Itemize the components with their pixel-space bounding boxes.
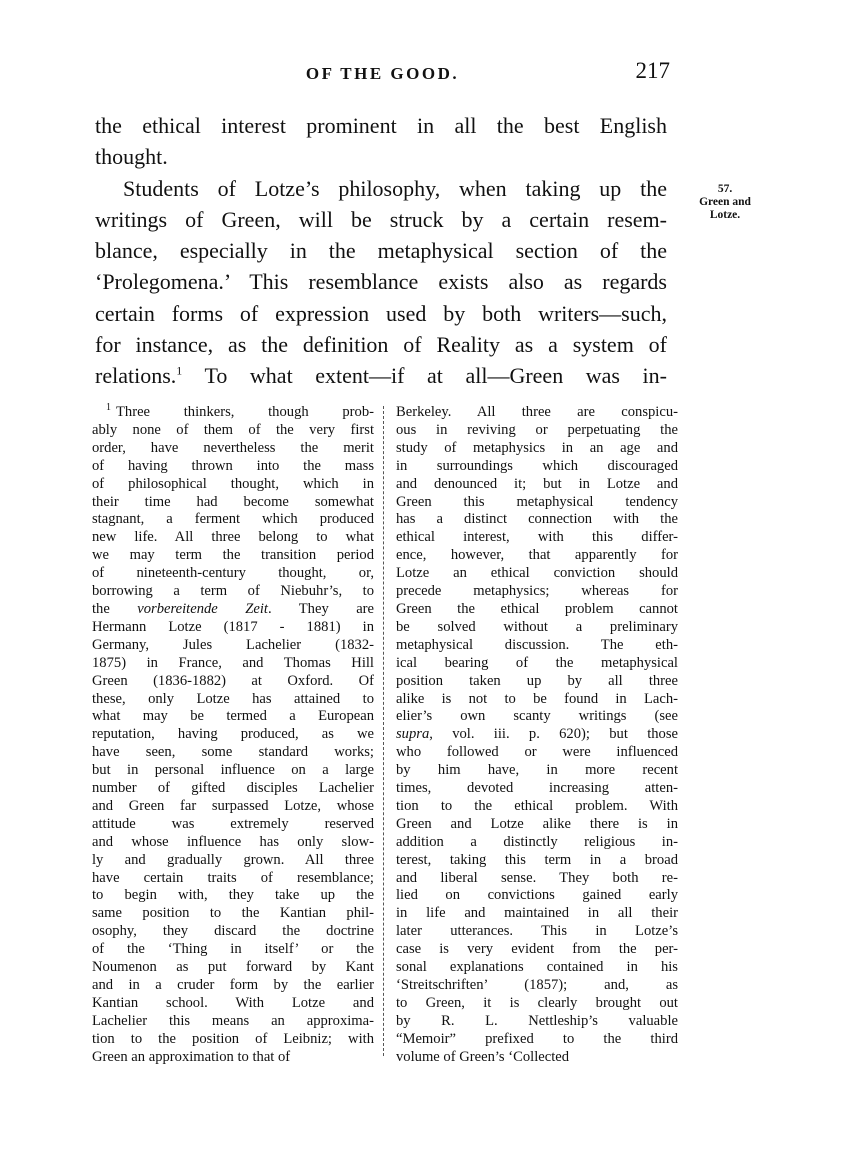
- text-fragment: To what extent—if at all—Green was in-: [182, 363, 667, 389]
- text-line: writings of Green, will be struck by a certain resem-: [95, 206, 667, 232]
- italic-term: vorbereitende Zeit: [137, 600, 268, 617]
- footnote-line: Hermann Lotze (1817 - 1881) in: [92, 618, 374, 635]
- footnote-line: supra, vol. iii. p. 620); but those: [396, 726, 678, 743]
- body-text: [95, 110, 667, 392]
- footnote-line: of nineteenth-century thought, or,: [92, 565, 374, 582]
- text-line: ‘Prolegomena.’ This resemblance exists also as regards: [95, 269, 667, 295]
- footnote-line: ence, however, that apparently for: [396, 547, 678, 564]
- footnote-line: be solved without a preliminary: [396, 618, 678, 635]
- footnote-line: Green this metaphysical tendency: [396, 493, 678, 510]
- footnote-line: and liberal sense. They both re-: [396, 869, 678, 886]
- footnote-line: addition a distinctly religious in-: [396, 833, 678, 850]
- footnote-line: later utterances. This in Lotze’s: [396, 923, 678, 940]
- text-line: blance, especially in the metaphysical section of the: [95, 238, 667, 264]
- footnote-line: precede metaphysics; whereas for: [396, 583, 678, 600]
- footnote-line: Kantian school. With Lotze and: [92, 994, 374, 1011]
- footnote-line: of having thrown into the mass: [92, 457, 374, 474]
- footnote-line: have seen, some standard works;: [92, 744, 374, 761]
- footnote-line: reputation, having produced, as we: [92, 726, 374, 743]
- footnote-line: their time had become somewhat: [92, 493, 374, 510]
- footnote-line: by R. L. Nettleship’s valuable: [396, 1012, 678, 1029]
- footnote-line: Lachelier this means an approxima-: [92, 1012, 374, 1029]
- footnote-line: lied on convictions gained early: [396, 887, 678, 904]
- footnote-line: elier’s own scanty writings (see: [396, 708, 678, 725]
- footnote-line: we may term the transition period: [92, 547, 374, 564]
- footnote-line: in surroundings which discouraged: [396, 457, 678, 474]
- footnote-line: [92, 404, 374, 422]
- footnote-line: Green (1836-1882) at Oxford. Of: [92, 672, 374, 689]
- footnote-line: position taken up by all three: [396, 672, 678, 689]
- footnote-line: 1875) in France, and Thomas Hill: [92, 654, 374, 671]
- margin-note-line: Green and: [699, 196, 751, 208]
- text-fragment: relations.: [95, 363, 177, 389]
- footnote-line: and whose influence has only slow-: [92, 833, 374, 850]
- text-line: thought.: [95, 144, 168, 170]
- footnote-column-right: [396, 404, 678, 1067]
- footnote-line: osophy, they discard the doctrine: [92, 923, 374, 940]
- italic-term: supra: [396, 726, 430, 743]
- text-line: certain forms of expression used by both writers—such,: [95, 300, 667, 326]
- running-title: OF THE GOOD.: [305, 64, 460, 83]
- footnote-line: in life and maintained in all their: [396, 905, 678, 922]
- footnote-line: but in personal influence on a large: [92, 762, 374, 779]
- column-divider: [383, 406, 384, 1056]
- footnote-line: terest, taking this term in a broad: [396, 851, 678, 868]
- footnote-line: of philosophical thought, which in: [92, 475, 374, 492]
- footnote-line: and in a cruder form by the earlier: [92, 977, 374, 993]
- footnote-line: Germany, Jules Lachelier (1832-: [92, 636, 374, 653]
- footnote-line: sonal explanations contained in his: [396, 959, 678, 976]
- footnote-line: to Green, it is clearly brought out: [396, 994, 678, 1011]
- footnote-line: Green the ethical problem cannot: [396, 600, 678, 617]
- paragraph-continuation: [95, 110, 667, 173]
- footnote-line: number of gifted disciples Lachelier: [92, 780, 374, 797]
- footnote-line: Noumenon as put forward by Kant: [92, 959, 374, 976]
- footnote-line: the vorbereitende Zeit. They are: [92, 600, 375, 617]
- footnote-text: Three thinkers, though prob-: [116, 404, 374, 420]
- margin-note-line: Lotze.: [709, 209, 741, 221]
- footnote-line: ical bearing of the metaphysical: [396, 654, 678, 671]
- footnote-line: has a distinct connection with the: [396, 511, 678, 528]
- footnote-line: by him have, in more recent: [396, 762, 678, 779]
- footnote-line: and denounced it; but in Lotze and: [396, 475, 678, 492]
- footnote-line: attitude was extremely reserved: [92, 815, 374, 832]
- footnote-line: to begin with, they take up the: [92, 887, 374, 904]
- footnote-line: same position to the Kantian phil-: [92, 905, 374, 922]
- paragraph: [95, 173, 667, 392]
- footnote-marker: 1: [106, 402, 111, 414]
- footnote-column-left: [92, 404, 374, 1067]
- text-line: the ethical interest prominent in all the best English: [95, 113, 667, 138]
- footnote-line: volume of Green’s ‘Collected: [396, 1048, 570, 1065]
- footnote-line: alike is not to be found in Lach-: [396, 690, 678, 707]
- footnote-line: ‘Streitschriften’ (1857); and, as: [396, 977, 678, 993]
- footnote-line: Green and Lotze alike there is in: [396, 815, 678, 832]
- footnote-line: Berkeley. All three are conspicu-: [396, 404, 678, 420]
- footnote-line: metaphysical discussion. The eth-: [396, 636, 678, 653]
- footnote-line: ous in reviving or perpetuating the: [396, 421, 678, 438]
- footnote-line: new life. All three belong to what: [92, 529, 374, 546]
- text-line: Students of Lotze’s philosophy, when taking up the: [123, 175, 667, 201]
- footnote-line: case is very evident from the per-: [396, 941, 678, 958]
- footnote-line: of the ‘Thing in itself’ or the: [92, 941, 374, 958]
- margin-note: [675, 183, 775, 222]
- footnote-line: tion to the position of Leibniz; with: [92, 1030, 374, 1047]
- footnote-line: ly and gradually grown. All three: [92, 851, 374, 868]
- text-line: for instance, as the definition of Reality as a system of: [95, 332, 667, 358]
- footnote-line: Green an approximation to that of: [92, 1048, 291, 1065]
- footnote-line: tion to the ethical problem. With: [396, 797, 678, 814]
- footnote-line: these, only Lotze has attained to: [92, 690, 374, 707]
- footnote-line: Lotze an ethical conviction should: [396, 565, 678, 582]
- page-number: 217: [635, 58, 670, 83]
- footnote-line: borrowing a term of Niebuhr’s, to: [92, 583, 374, 600]
- text-line: [95, 360, 667, 391]
- footnote-line: who followed or were influenced: [396, 744, 678, 761]
- footnote-line: times, devoted increasing atten-: [396, 780, 678, 797]
- footnote-line: “Memoir” prefixed to the third: [396, 1030, 678, 1047]
- footnote-line: order, have nevertheless the merit: [92, 439, 374, 456]
- footnote-line: have certain traits of resemblance;: [92, 869, 374, 886]
- footnote-line: and Green far surpassed Lotze, whose: [92, 797, 374, 814]
- footnote-line: stagnant, a ferment which produced: [92, 511, 374, 528]
- footnote-line: ably none of them of the very first: [92, 421, 374, 438]
- footnote-line: what may be termed a European: [92, 708, 374, 725]
- footnote-line: study of metaphysics in an age and: [396, 439, 678, 456]
- footnote-line: ethical interest, with this differ-: [396, 529, 678, 546]
- page-header: [95, 58, 670, 90]
- margin-note-number: 57.: [717, 183, 733, 195]
- footnote-reference: 1: [176, 364, 183, 379]
